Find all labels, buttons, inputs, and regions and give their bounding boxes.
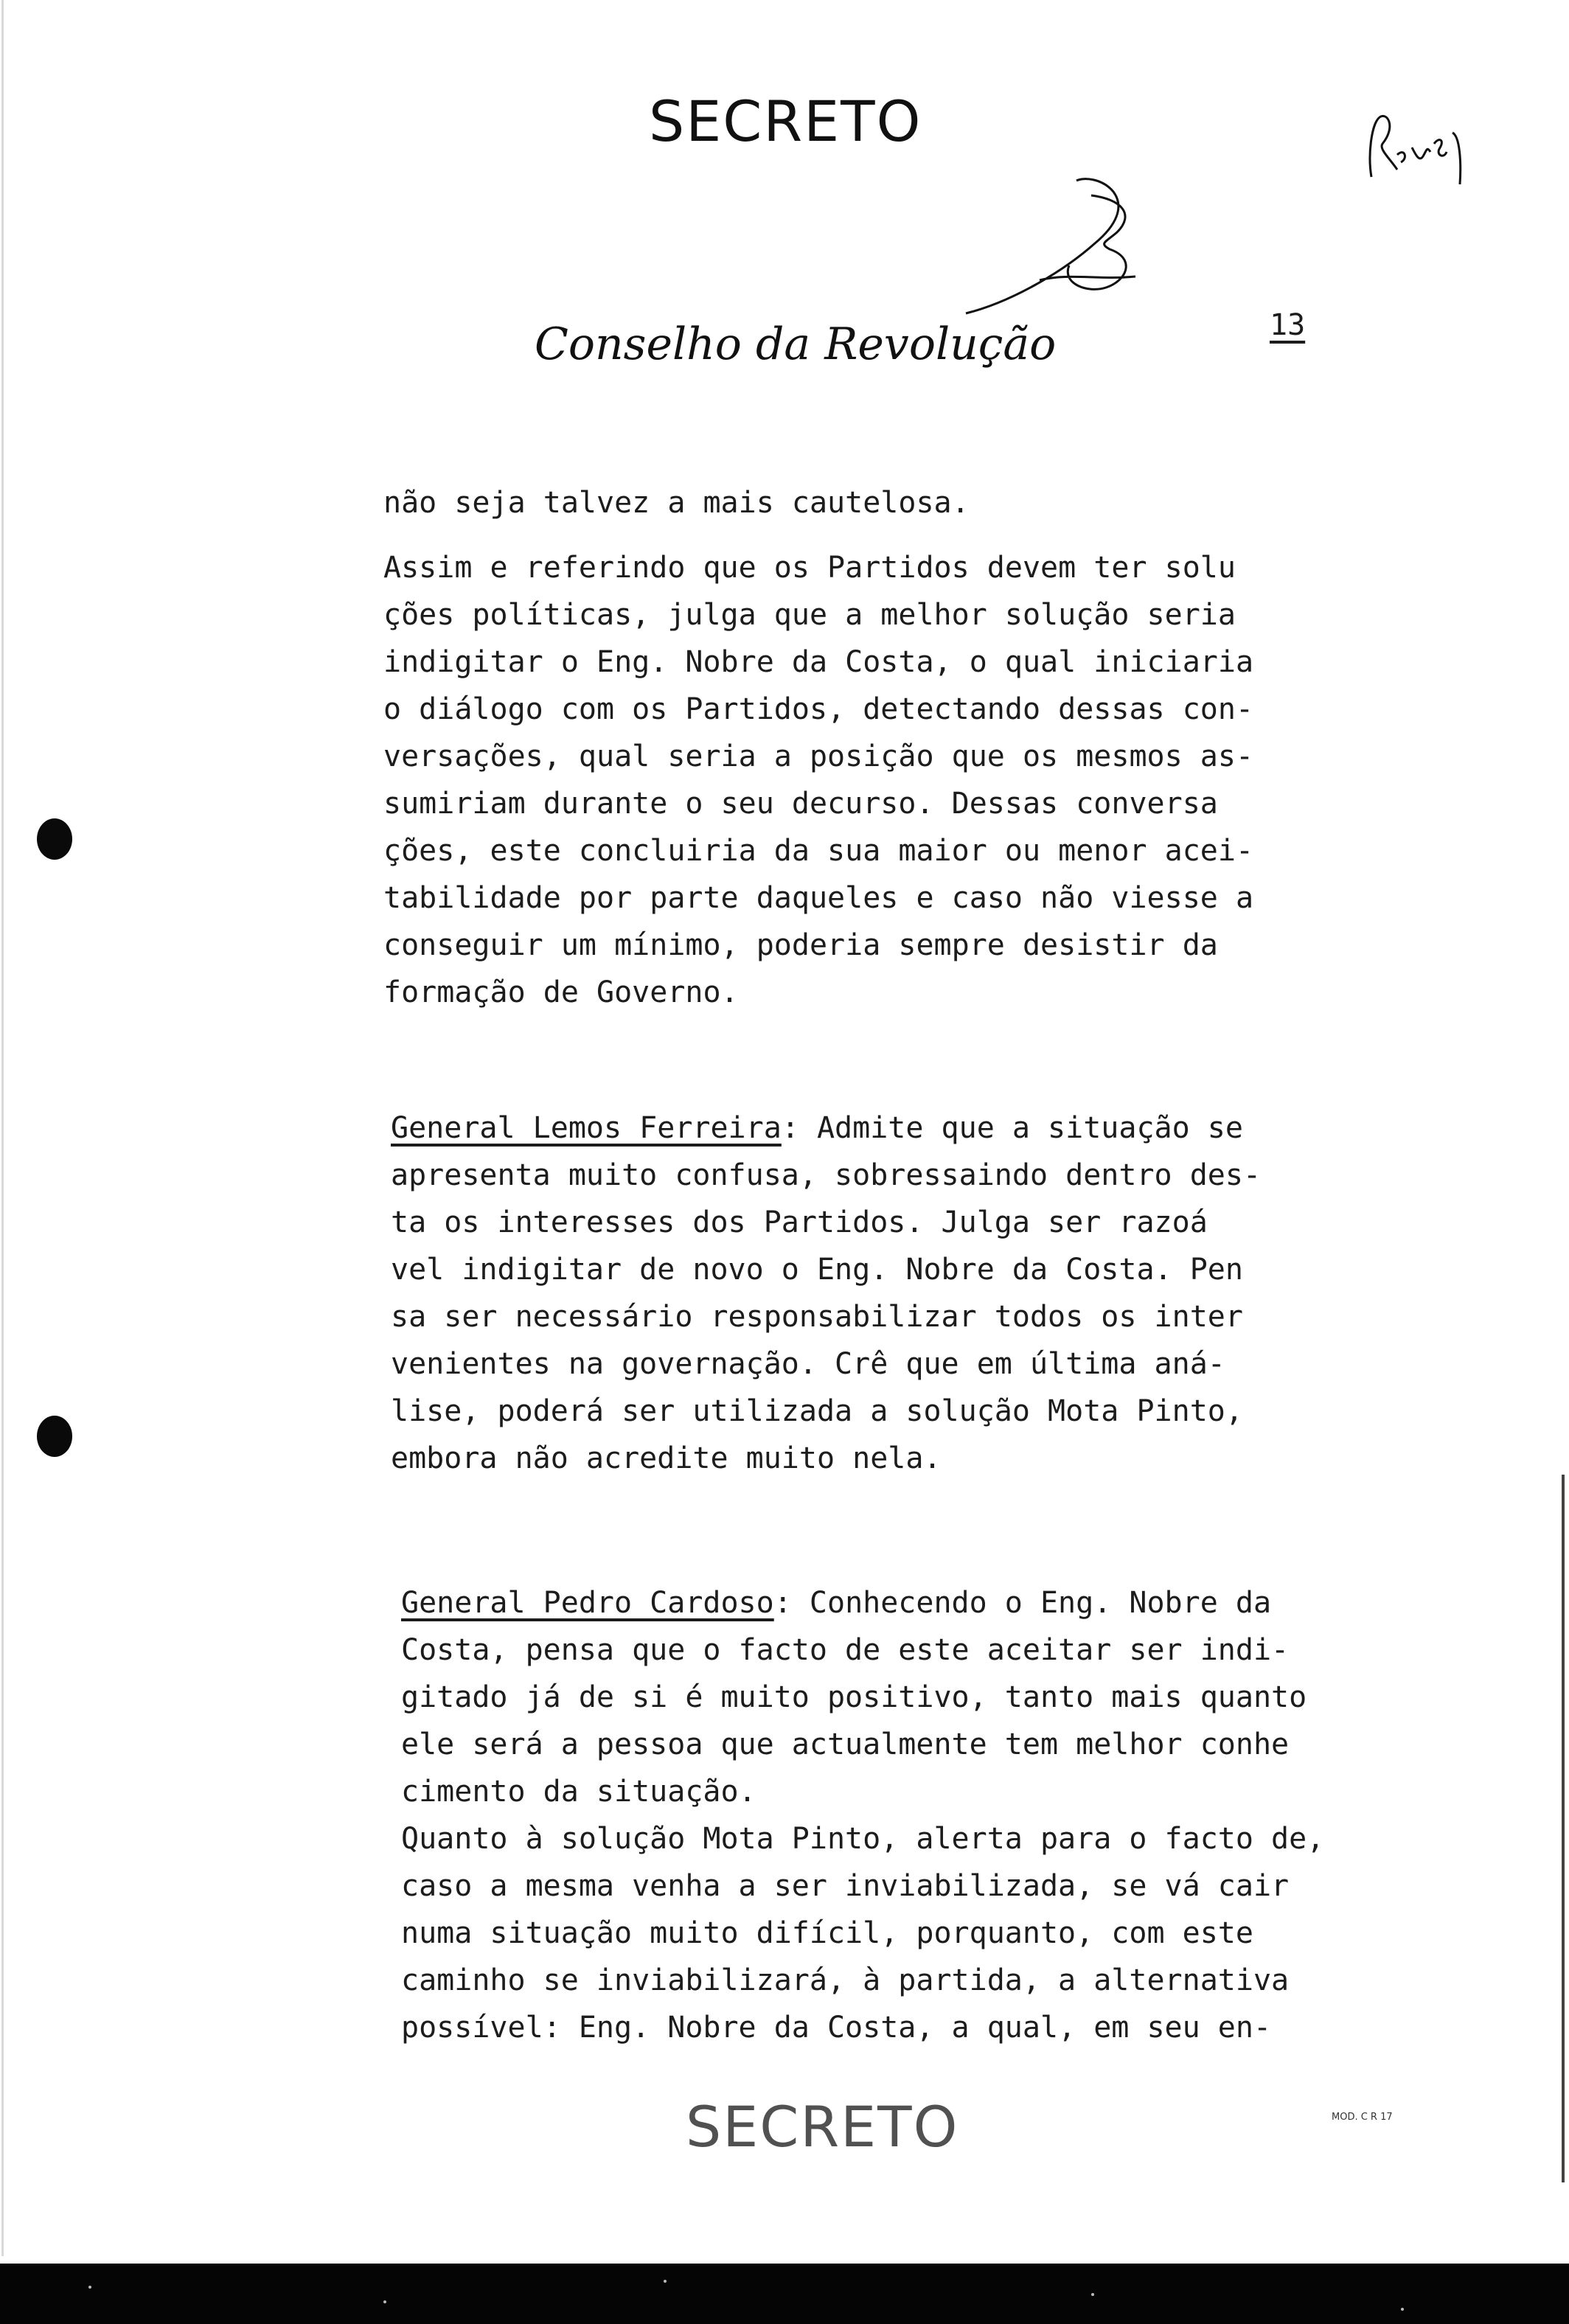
scan-speck (1401, 2308, 1404, 2311)
text-line: possível: Eng. Nobre da Costa, a qual, em seu en- (401, 2011, 1272, 2045)
scan-speck (383, 2300, 386, 2303)
classification-stamp-bottom: SECRETO (686, 2094, 959, 2160)
text-line: Assim e referindo que os Partidos devem ter solu (383, 551, 1236, 585)
punch-hole (37, 818, 72, 860)
text-line: sumiriam durante o seu decurso. Dessas conversa (383, 787, 1218, 821)
scan-speck (1091, 2293, 1094, 2296)
text-line: venientes na governação. Crê que em última aná- (391, 1347, 1225, 1381)
text-line: formação de Governo. (383, 975, 739, 1009)
scan-speck (88, 2286, 91, 2289)
text-line: sa ser necessário responsabilizar todos os inter (391, 1300, 1243, 1334)
form-code: MOD. C R 17 (1332, 2112, 1393, 2123)
letterhead-title: Conselho da Revolução (535, 319, 1057, 370)
text-line: numa situação muito difícil, porquanto, com este (401, 1916, 1253, 1950)
text-line: conseguir um mínimo, poderia sempre desistir da (383, 928, 1218, 962)
text-line: caso a mesma venha a ser inviabilizada, se vá cair (401, 1869, 1290, 1903)
speaker-paragraph (401, 1579, 1324, 2051)
handwritten-mark (1357, 103, 1475, 192)
text-line: tabilidade por parte daqueles e caso não viesse a (383, 881, 1254, 915)
punch-hole (37, 1416, 72, 1457)
text-line: lise, poderá ser utilizada a solução Mota Pinto, (391, 1394, 1243, 1428)
text-line: cimento da situação. (401, 1775, 756, 1809)
paragraph (383, 479, 970, 526)
scan-border (0, 2264, 1569, 2324)
text-line: indigitar o Eng. Nobre da Costa, o qual iniciaria (383, 645, 1254, 679)
text-line: vel indigitar de novo o Eng. Nobre da Costa. Pen (391, 1253, 1243, 1287)
signature-initials (959, 162, 1180, 324)
classification-stamp-top: SECRETO (649, 88, 922, 154)
text-line: ções políticas, julga que a melhor solução seria (383, 598, 1236, 632)
text-line: ções, este concluiria da sua maior ou menor acei- (383, 834, 1254, 868)
page-edge (1, 0, 4, 2256)
speaker-line (401, 1579, 1324, 1627)
page-edge-right (1562, 1475, 1565, 2182)
speaker-line (391, 1104, 1261, 1152)
text-line: apresenta muito confusa, sobressaindo dentro des- (391, 1158, 1262, 1192)
text-line: não seja talvez a mais cautelosa. (383, 486, 970, 520)
text-line: ele será a pessoa que actualmente tem melhor conhe (401, 1728, 1290, 1761)
text-line: caminho se inviabilizará, à partida, a alternativa (401, 1963, 1290, 1997)
text-line: ta os interesses dos Partidos. Julga ser razoá (391, 1206, 1208, 1239)
text-line: embora não acredite muito nela. (391, 1441, 942, 1475)
text-line: o diálogo com os Partidos, detectando dessas con- (383, 692, 1254, 726)
scan-speck (664, 2280, 667, 2283)
speaker-name: General Lemos Ferreira (391, 1111, 782, 1145)
text-line: Quanto à solução Mota Pinto, alerta para o facto de, (401, 1822, 1325, 1856)
speaker-paragraph (391, 1104, 1261, 1482)
text-fragment: : Admite que a situação se (781, 1111, 1243, 1145)
text-line: versações, qual seria a posição que os mesmos as- (383, 740, 1254, 773)
text-fragment: : Conhecendo o Eng. Nobre da (773, 1586, 1272, 1620)
speaker-name: General Pedro Cardoso (401, 1586, 774, 1620)
text-line: gitado já de si é muito positivo, tanto mais quanto (401, 1680, 1307, 1714)
paragraph (383, 544, 1253, 1016)
page-number: 13 (1270, 308, 1306, 342)
text-line: Costa, pensa que o facto de este aceitar ser indi- (401, 1633, 1290, 1667)
